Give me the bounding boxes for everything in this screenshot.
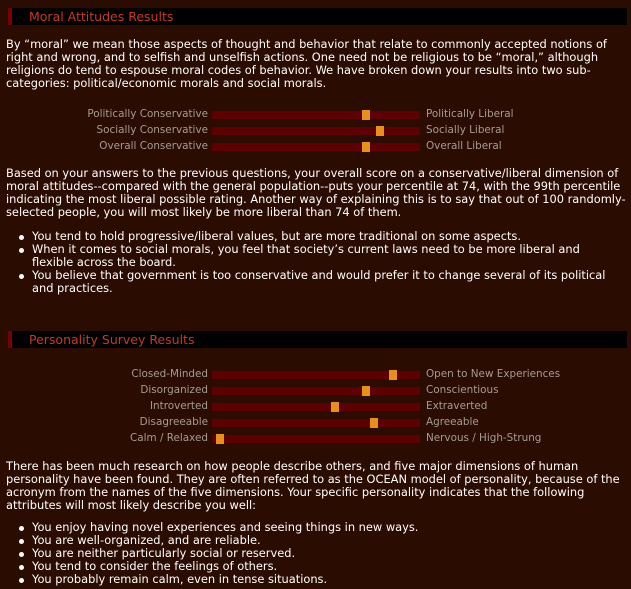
moral-intro-text: By “moral” we mean those aspects of thought and behavior that relate to commonly accepted notions of right and wrong, and to selfish and unselfish actions. One need not be religious to be “moral,” although religions do tend to espouse moral codes of behavior. We have broken down your results into two sub-categories: political/economic morals and social morals.	[6, 37, 607, 90]
scale-marker	[331, 402, 339, 412]
personality-section-header	[8, 331, 627, 348]
scale-bar-track	[212, 111, 420, 119]
list-item	[14, 573, 624, 586]
scale-marker	[362, 386, 370, 396]
bullet-dot-icon	[19, 539, 24, 544]
list-item-text: You are neither particularly social or reserved.	[32, 546, 296, 560]
scale-left-label: Calm / Relaxed	[130, 432, 208, 444]
scale-left-label: Introverted	[149, 400, 208, 412]
scale-left-label: Overall Conservative	[99, 140, 208, 152]
scale-row-overall	[0, 140, 631, 153]
bullet-dot-icon	[19, 235, 24, 240]
bullet-dot-icon	[19, 552, 24, 557]
list-item	[14, 243, 624, 269]
personality-bullet-list	[14, 521, 624, 586]
moral-section-header	[8, 8, 627, 25]
scale-right-label: Agreeable	[426, 416, 479, 428]
list-item	[14, 269, 624, 295]
scale-right-label: Conscientious	[426, 384, 499, 396]
scale-right-label: Nervous / High-Strung	[426, 432, 542, 444]
list-item-text: You probably remain calm, even in tense situations.	[32, 572, 328, 586]
personality-summary-text: There has been much research on how people describe others, and five major dimensions of human personality have been found. They are often referred to as the OCEAN model of personality, because of the acronym from the names of the five dimensions. Your specific personality indicates that the following attributes will most likely describe you well:	[6, 459, 620, 512]
scale-left-label: Disorganized	[140, 384, 208, 396]
scale-row-conscientiousness	[0, 384, 631, 397]
bullet-dot-icon	[19, 274, 24, 279]
scale-bar-track	[212, 127, 420, 135]
scale-right-label: Extraverted	[426, 400, 488, 412]
scale-left-label: Disagreeable	[139, 416, 208, 428]
scale-marker	[370, 418, 378, 428]
bullet-dot-icon	[19, 565, 24, 570]
scale-marker	[216, 434, 224, 444]
scale-marker	[362, 142, 370, 152]
scale-marker	[389, 370, 397, 380]
scale-row-extraversion	[0, 400, 631, 413]
moral-bullet-list	[14, 230, 624, 295]
list-item-text: You are well-organized, and are reliable.	[32, 533, 261, 547]
list-item-text: You tend to consider the feelings of others.	[32, 559, 278, 573]
list-item-text: You enjoy having novel experiences and seeing things in new ways.	[32, 520, 419, 534]
scale-marker	[376, 126, 384, 136]
scale-row-neuroticism	[0, 432, 631, 445]
list-item-text: When it comes to social morals, you feel that society’s current laws need to be more liberal and flexible across the board.	[32, 242, 580, 269]
scale-row-social	[0, 124, 631, 137]
scale-row-agreeableness	[0, 416, 631, 429]
moral-section-title: Moral Attitudes Results	[29, 9, 174, 24]
scale-bar-track	[212, 387, 420, 395]
list-item-text: You believe that government is too conservative and would prefer it to change several of its political and practices.	[32, 268, 606, 295]
scale-marker	[362, 110, 370, 120]
bullet-dot-icon	[19, 526, 24, 531]
moral-summary-text: Based on your answers to the previous questions, your overall score on a conservative/liberal dimension of moral attitudes--compared with the general population--puts your percentile at 74, with the 99th percentile indicating the most liberal possible rating. Another way of explaining this is to say that out of 100 randomly-selected people, you will most likely be more liberal than 74 of them.	[6, 166, 626, 219]
scale-right-label: Overall Liberal	[426, 140, 502, 152]
scale-right-label: Socially Liberal	[426, 124, 505, 136]
scale-bar-track	[212, 419, 420, 427]
scale-bar-track	[212, 143, 420, 151]
scale-right-label: Politically Liberal	[426, 108, 514, 120]
list-item-text: You tend to hold progressive/liberal values, but are more traditional on some aspects.	[32, 229, 521, 243]
bullet-dot-icon	[19, 578, 24, 583]
scale-bar-track	[212, 435, 420, 443]
scale-bar-track	[212, 371, 420, 379]
scale-row-openness	[0, 368, 631, 381]
personality-section-title: Personality Survey Results	[29, 332, 195, 347]
scale-left-label: Closed-Minded	[131, 368, 208, 380]
scale-left-label: Socially Conservative	[96, 124, 208, 136]
scale-bar-track	[212, 403, 420, 411]
scale-left-label: Politically Conservative	[87, 108, 208, 120]
scale-right-label: Open to New Experiences	[426, 368, 561, 380]
bullet-dot-icon	[19, 248, 24, 253]
scale-row-political	[0, 108, 631, 121]
